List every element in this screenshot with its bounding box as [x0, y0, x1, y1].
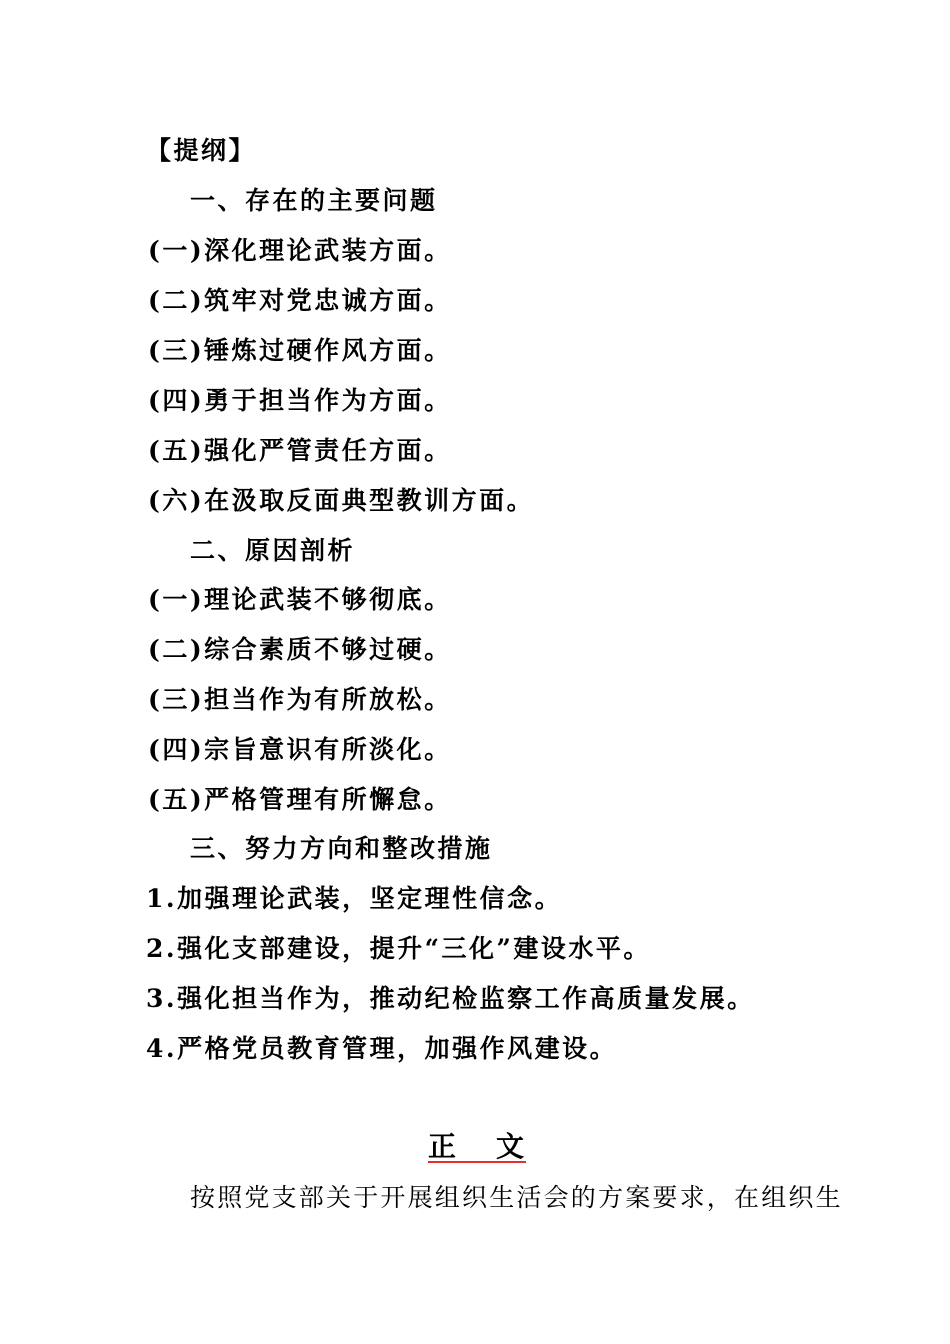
section-1-item: (三)锤炼过硬作风方面。: [148, 336, 452, 365]
section-3-item: 1.加强理论武装，坚定理性信念。: [146, 884, 563, 913]
section-3-item: 2.强化支部建设，提升“三化”建设水平。: [146, 934, 651, 963]
section-3-title: 三、努力方向和整改措施: [190, 834, 493, 863]
section-1-title: 一、存在的主要问题: [190, 186, 438, 215]
body-paragraph-line: 按照党支部关于开展组织生活会的方案要求，在组织生: [190, 1183, 843, 1212]
section-2-item: (五)严格管理有所懈怠。: [148, 785, 452, 814]
section-2-title: 二、原因剖析: [190, 536, 356, 565]
section-3-item: 4.严格党员教育管理，加强作风建设。: [146, 1034, 618, 1063]
section-1-item: (五)强化严管责任方面。: [148, 436, 452, 465]
outline-heading: 【提纲】: [146, 136, 257, 165]
section-1-item: (一)深化理论武装方面。: [148, 236, 452, 265]
section-2-item: (一)理论武装不够彻底。: [148, 585, 452, 614]
section-1-item: (二)筑牢对党忠诚方面。: [148, 286, 452, 315]
section-2-item: (四)宗旨意识有所淡化。: [148, 735, 452, 764]
main-text-title: [428, 1130, 524, 1164]
section-3-item: 3.强化担当作为，推动纪检监察工作高质量发展。: [146, 984, 755, 1013]
section-2-item: (三)担当作为有所放松。: [148, 685, 452, 714]
title-underline: [428, 1161, 526, 1163]
section-2-item: (二)综合素质不够过硬。: [148, 635, 452, 664]
main-text-title-label: 正文: [428, 1130, 524, 1163]
section-1-item: (四)勇于担当作为方面。: [148, 386, 452, 415]
section-1-item: (六)在汲取反面典型教训方面。: [148, 486, 535, 515]
